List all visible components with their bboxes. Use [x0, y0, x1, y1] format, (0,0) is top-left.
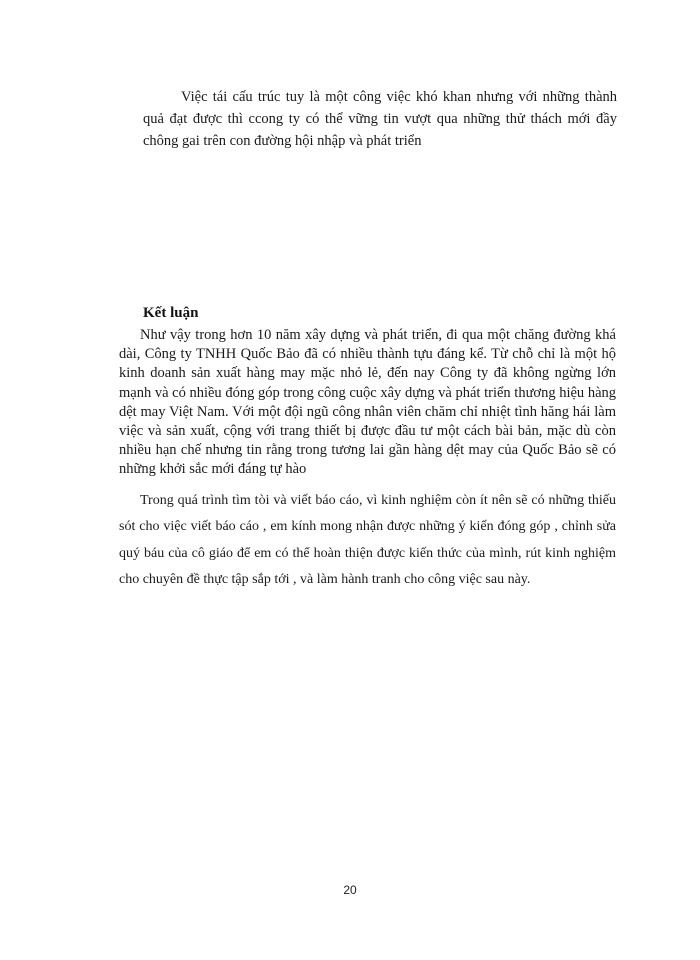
conclusion-heading: Kết luận — [143, 305, 199, 321]
page-number: 20 — [343, 883, 357, 897]
conclusion-paragraph: Như vậy trong hơn 10 năm xây dựng và phát triển, đi qua một chăng đường khá dài, Công ty TNHH Quốc Bảo đã có nhiều thành tựu đáng kể. Từ chỗ chỉ là một hộ kinh doanh sản xuất hàng may mặc nhỏ lẻ, đến nay Công ty đã không ngừng lớn mạnh và có nhiều đóng góp trong công cuộc xây dựng và phát triển thương hiệu hàng dệt may Việt Nam. Với một đội ngũ công nhân viên chăm chỉ nhiệt tình hăng hái làm việc và sản xuất, cộng với trang thiết bị được đầu tư một cách bài bản, mặc dù còn nhiều hạn chế nhưng tin rằng trong tương lai gần hàng dệt may của Quốc Bảo sẽ có những khởi sắc mới đáng tự hào — [119, 327, 616, 478]
intro-paragraph: Việc tái cấu trúc tuy là một công việc khó khan nhưng với những thành quả đạt được thì ccong ty có thể vững tin vượt qua những thử thách mới đầy chông gai trên con đường hội nhập và phát triển — [143, 89, 617, 149]
closing-paragraph: Trong quá trình tìm tòi và viết báo cáo, vì kinh nghiệm còn ít nên sẽ có những thiếu sót cho việc viết báo cáo , em kính mong nhận được những ý kiến đóng góp , chỉnh sửa quý báu của cô giáo để em có thể hoàn thiện được kiến thức của mình, rút kinh nghiệm cho chuyên đề thực tập sắp tới , và làm hành tranh cho công việc sau này. — [119, 493, 616, 588]
